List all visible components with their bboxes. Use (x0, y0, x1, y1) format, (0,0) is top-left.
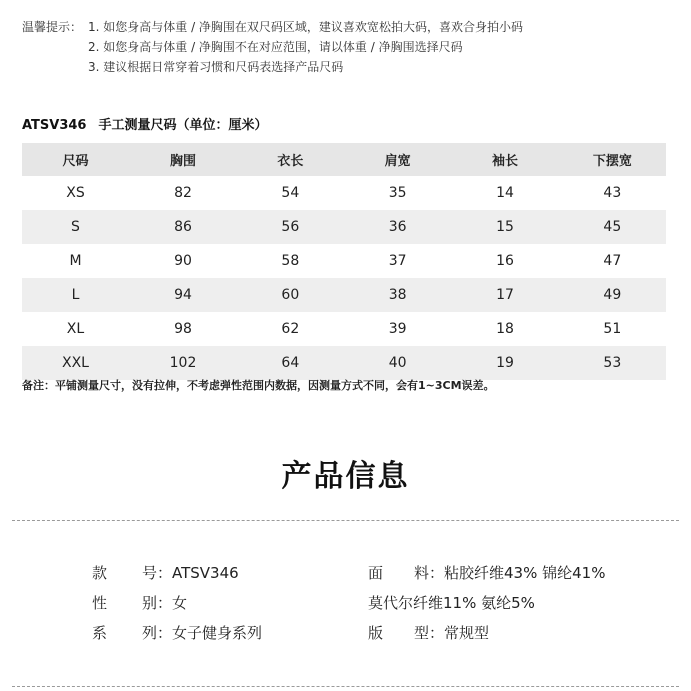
table-cell: 14 (496, 185, 514, 201)
info-material-value: 粘胶纤维43% 锦纶41% (444, 564, 606, 582)
table-cell: 82 (174, 185, 192, 201)
table-cell: 49 (559, 278, 666, 312)
table-cell: 64 (237, 346, 344, 380)
info-series-key-a: 系 (92, 624, 108, 642)
table-cell: XL (66, 321, 85, 337)
info-material-line2: 莫代尔纤维11% 氨纶5% (368, 594, 535, 612)
table-row (22, 312, 666, 346)
table-cell: 45 (559, 210, 666, 244)
table-cell: 56 (237, 210, 344, 244)
table-cell: 19 (451, 346, 558, 380)
header-size: 尺码 (22, 143, 129, 176)
info-series-value: 女子健身系列 (172, 624, 263, 642)
info-gender-value: 女 (172, 594, 188, 612)
size-tips (22, 17, 523, 77)
size-chart-subtitle: 手工测量尺码（单位：厘米） (98, 118, 268, 133)
info-fit-key-b: 型： (414, 624, 445, 642)
table-cell: 94 (129, 278, 236, 312)
info-model-key-b: 号： (142, 564, 173, 582)
table-cell: 17 (451, 278, 558, 312)
info-gender-key-a: 性 (92, 594, 108, 612)
header-chest: 胸围 (129, 143, 236, 176)
table-row (22, 176, 666, 210)
table-cell: 16 (496, 253, 514, 269)
product-info-title: 产品信息 (281, 459, 410, 494)
table-header-row (22, 143, 666, 176)
table-cell: 40 (344, 346, 451, 380)
size-chart-table (22, 143, 666, 380)
tips-label: 温馨提示： (22, 20, 83, 34)
table-cell: 43 (603, 185, 622, 201)
table-row (22, 244, 666, 278)
info-fit (368, 623, 489, 643)
info-material-key-b: 料： (414, 564, 445, 582)
info-gender-key-b: 别： (142, 594, 173, 612)
table-cell: 58 (281, 253, 300, 269)
table-cell: 102 (129, 346, 236, 380)
table-row (22, 346, 666, 380)
table-cell: 38 (344, 278, 451, 312)
table-cell: 47 (603, 253, 622, 269)
table-cell: XS (66, 185, 85, 201)
info-series-key-b: 列： (142, 624, 173, 642)
measurement-note: 备注：平铺测量尺寸，没有拉伸，不考虑弹性范围内数据，因测量方式不同，会有1~3CM误差。 (22, 379, 495, 392)
table-cell: 60 (237, 278, 344, 312)
info-gender (92, 593, 187, 613)
table-row (22, 278, 666, 312)
header-shoulder: 肩宽 (344, 143, 451, 176)
table-cell: 54 (281, 185, 300, 201)
table-cell: 86 (129, 210, 236, 244)
header-sleeve: 袖长 (451, 143, 558, 176)
info-material-key-a: 面 (368, 564, 384, 582)
tip-line-1: 1. 如您身高与体重 / 净胸围在双尺码区域，建议喜欢宽松拍大码，喜欢合身拍小码 (88, 20, 523, 34)
table-cell: M (69, 253, 82, 269)
info-material (368, 563, 605, 583)
table-cell: 51 (603, 321, 622, 337)
info-model-key-a: 款 (92, 564, 108, 582)
table-row (22, 210, 666, 244)
table-cell: 36 (344, 210, 451, 244)
table-cell: 90 (174, 253, 192, 269)
info-model (92, 563, 239, 583)
table-cell: 18 (496, 321, 514, 337)
info-fit-key-a: 版 (368, 624, 384, 642)
table-cell: 39 (388, 321, 407, 337)
table-cell: 15 (451, 210, 558, 244)
header-length: 衣长 (237, 143, 344, 176)
table-cell: 35 (388, 185, 407, 201)
table-cell: XXL (22, 346, 129, 380)
table-cell: 62 (281, 321, 300, 337)
size-chart-title (22, 114, 268, 133)
table-cell: 53 (559, 346, 666, 380)
table-cell: L (22, 278, 129, 312)
info-fit-value: 常规型 (444, 624, 490, 642)
divider-top (12, 520, 679, 521)
info-series (92, 623, 262, 643)
table-cell: S (22, 210, 129, 244)
size-chart-model: ATSV346 (22, 118, 87, 133)
table-cell: 37 (388, 253, 407, 269)
table-cell: 98 (174, 321, 192, 337)
tip-line-3: 3. 建议根据日常穿着习惯和尺码表选择产品尺码 (88, 60, 344, 74)
tip-line-2: 2. 如您身高与体重 / 净胸围不在对应范围，请以体重 / 净胸围选择尺码 (88, 40, 463, 54)
info-model-value: ATSV346 (172, 564, 239, 582)
divider-bottom (12, 686, 679, 687)
header-hem: 下摆宽 (559, 143, 666, 176)
